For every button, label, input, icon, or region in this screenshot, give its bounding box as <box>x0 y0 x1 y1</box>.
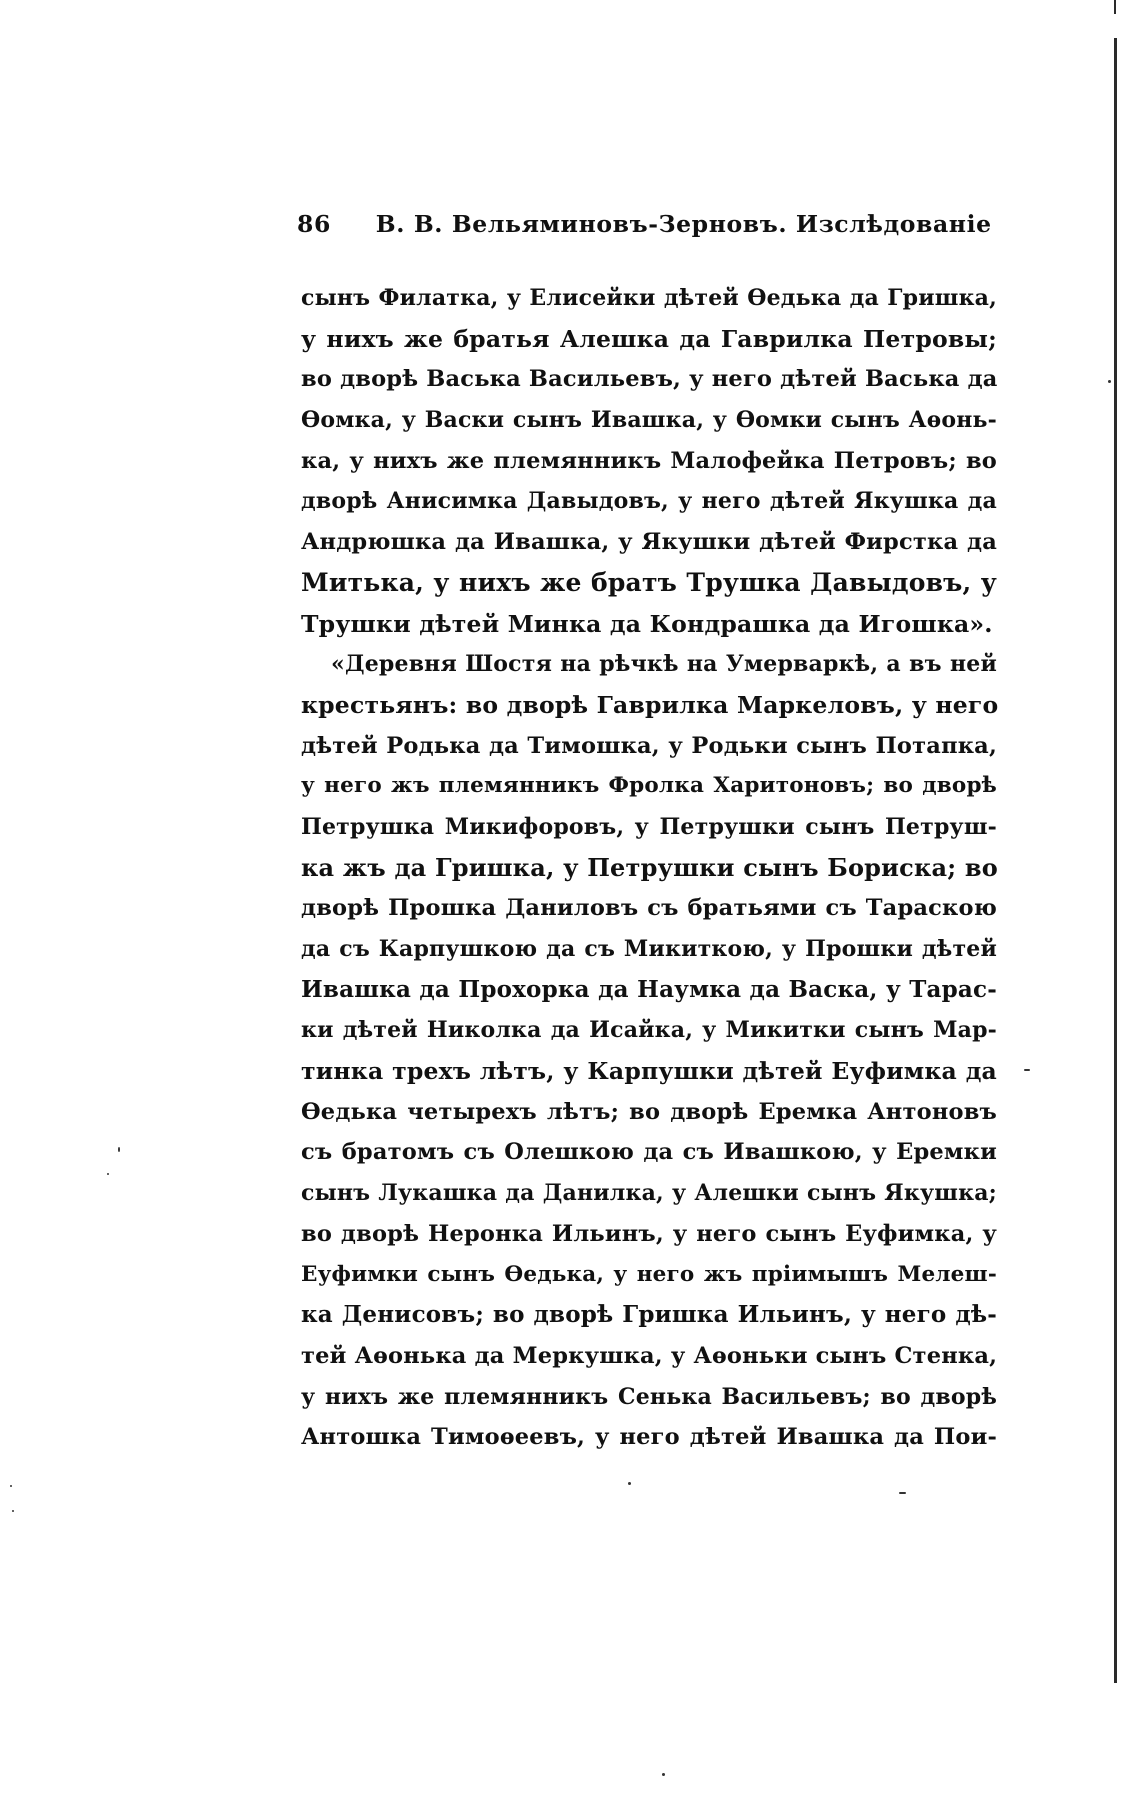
running-head <box>297 210 997 250</box>
text-line: ка Денисовъ; во дворѣ Гришка Ильинъ, у него дѣ- <box>301 1301 997 1329</box>
scan-speck <box>628 1482 631 1485</box>
text-line: тинка трехъ лѣтъ, у Карпушки дѣтей Еуфимка да <box>301 1057 997 1086</box>
page-number: 86 <box>297 210 331 238</box>
text-line: Ивашка да Прохорка да Наумка да Васка, у Тарас- <box>301 975 997 1003</box>
scan-speck <box>899 1492 906 1494</box>
text-line: дворѣ Анисимка Давыдовъ, у него дѣтей Якушка да <box>301 488 997 515</box>
text-line: во дворѣ Васька Васильевъ, у него дѣтей Васька да <box>301 366 998 393</box>
text-line: Антошка Тимоѳеевъ, у него дѣтей Ивашка да Пои- <box>301 1424 997 1451</box>
paragraph-start-line: «Деревня Шостя на рѣчкѣ на Умерваркѣ, а въ ней <box>331 651 997 678</box>
text-line: съ братомъ съ Олешкою да съ Ивашкою, у Еремки <box>301 1139 997 1166</box>
text-line: ка, у нихъ же племянникъ Малофейка Петровъ; во <box>301 447 997 474</box>
text-line: да съ Карпушкою да съ Микиткою, у Прошки дѣтей <box>301 936 997 962</box>
text-line: ки дѣтей Николка да Исайка, у Микитки сынъ Мар- <box>301 1017 997 1044</box>
text-line: сынъ Лукашка да Данилка, у Алешки сынъ Якушка; <box>301 1180 997 1207</box>
scan-speck <box>12 1510 14 1512</box>
running-head-title: В. В. Вельяминовъ-Зерновъ. Изслѣдованіе <box>375 210 992 238</box>
text-line: Андрюшка да Ивашка, у Якушки дѣтей Фирстка да <box>301 529 997 556</box>
text-line: Трушки дѣтей Минка да Кондрашка да Игошка». <box>301 609 993 638</box>
scan-edge-mark <box>1114 0 1116 14</box>
text-line: сынъ Филатка, у Елисейки дѣтей Ѳедька да Гришка, <box>301 285 997 311</box>
text-line: крестьянъ: во дворѣ Гаврилка Маркеловъ, у него <box>301 690 999 719</box>
scan-speck <box>1024 1069 1030 1071</box>
text-line: Ѳомка, у Васки сынъ Ивашка, у Ѳомки сынъ Аѳонь- <box>301 407 997 434</box>
text-line: Ѳедька четырехъ лѣтъ; во дворѣ Еремка Антоновъ <box>301 1098 997 1125</box>
scan-edge-line <box>1114 38 1117 1683</box>
scan-speck <box>118 1147 120 1152</box>
text-line: у нихъ же братья Алешка да Гаврилка Петровы; <box>301 324 997 353</box>
text-line: у нихъ же племянникъ Сенька Васильевъ; во дворѣ <box>301 1383 997 1410</box>
scan-speck <box>662 1773 665 1776</box>
scan-speck <box>107 1173 109 1175</box>
text-line: Еуфимки сынъ Ѳедька, у него жъ пріимышъ Мелеш- <box>301 1261 997 1287</box>
text-line: Митька, у нихъ же братъ Трушка Давыдовъ, у <box>301 567 997 597</box>
text-line: во дворѣ Неронка Ильинъ, у него сынъ Еуфимка, у <box>301 1220 997 1247</box>
text-line: Петрушка Микифоровъ, у Петрушки сынъ Петруш- <box>301 813 997 840</box>
text-line: дѣтей Родька да Тимошка, у Родьки сынъ Потапка, <box>301 732 997 759</box>
text-line: ка жъ да Гришка, у Петрушки сынъ Бориска; во <box>301 852 998 882</box>
text-line: у него жъ племянникъ Фролка Харитоновъ; во дворѣ <box>301 773 997 799</box>
scan-speck <box>1108 380 1111 383</box>
scan-speck <box>10 1485 12 1487</box>
text-line: тей Аѳонька да Меркушка, у Аѳоньки сынъ Стенка, <box>301 1342 998 1369</box>
body-text <box>301 278 997 1458</box>
text-line: дворѣ Прошка Даниловъ съ братьями съ Тараскою <box>301 895 997 922</box>
